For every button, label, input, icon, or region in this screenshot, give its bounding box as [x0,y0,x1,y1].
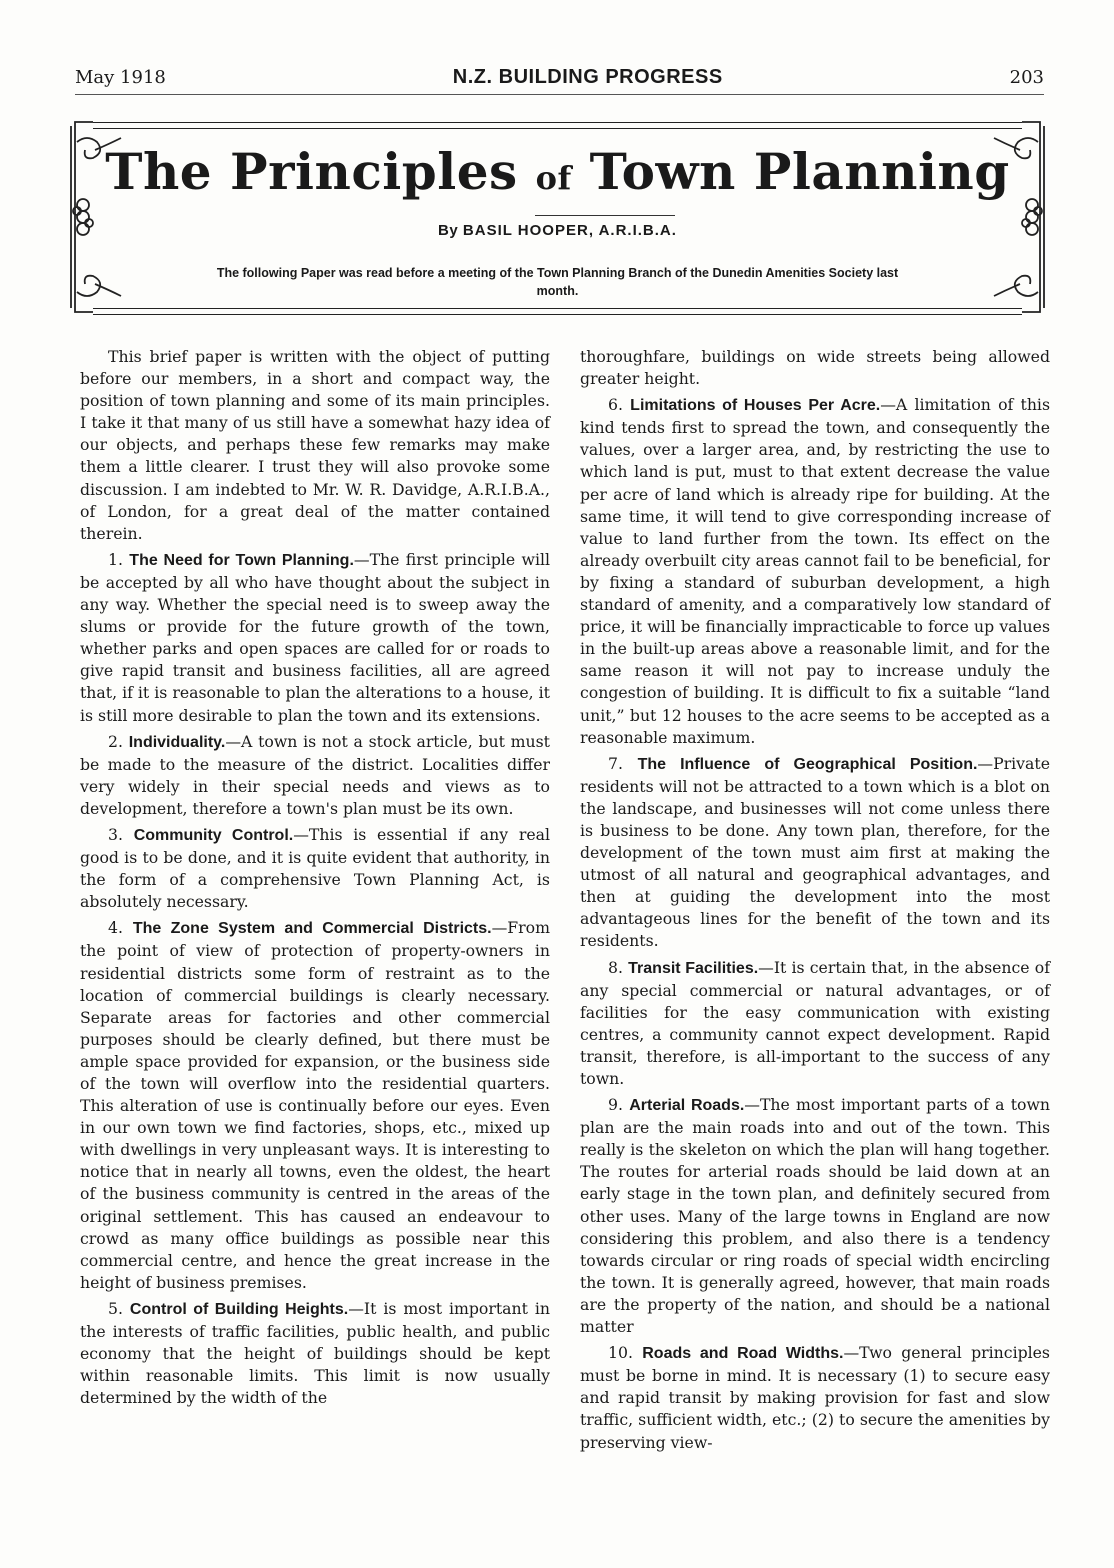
paragraph: This brief paper is written with the object of putting before our members, in a short and compact way, the position of town planning and some of its main principles. I take it that many of us still have a somewhat hazy idea of our objects, and perhaps these few remarks may make them a little clearer. I trust they will also provoke some discussion. I am indebted to Mr. W. R. Davidge, A.R.I.B.A., of London, for a great deal of the matter contained therein. [80,347,550,543]
paragraph [80,731,550,820]
byline-rule [535,215,675,216]
author-name: BASIL HOOPER, A.R.I.B.A. [462,222,677,239]
article-title [65,142,1050,201]
banner-rule [93,128,1022,129]
section-heading: Arterial Roads. [629,1097,745,1115]
author-byline [65,222,1050,239]
byline-prefix: By [438,222,459,239]
section-heading: The Need for Town Planning. [129,551,354,569]
banner-rule [93,308,1022,309]
header-rule [75,94,1044,95]
paragraph [80,549,550,727]
left-column [80,346,550,1458]
section-text: —It is certain that, in the absence of any special commercial or natural advantages, or of facilities for the easy communication with existing centres, a community cannot expect development. Rapid transit, therefore, is all-important to the success of any town. [580,957,1050,1088]
title-part: The Principles [105,142,518,201]
paragraph [580,1094,1050,1338]
section-text: —Private residents will not be attracted to a town which is a blot on the landscape, and businesses will not come unless there is business to be done. Any town plan, therefore, for the development of the town must aim first at making the utmost of all natural and geographical advantages, and then at guiding the development into the most advantageous lines for the benefit of the town and its residents. [580,753,1050,951]
section-heading: Individuality. [128,733,226,751]
paragraph: thoroughfare, buildings on wide streets being allowed greater height. [580,347,1050,389]
section-text: —The first principle will be accepted by all who have thought about the subject in any way. Whether the special need is to sweep away the slums or provide for the future growth of the town, whether parks and open spaces are called for or roads to give rapid transit and business facilities, all are agreed that, if it is reasonable to plan the alterations to a house, it is still more desirable to plan the town and its extensions. [80,549,550,725]
paragraph [80,1298,550,1409]
issue-date: May 1918 [75,67,166,88]
section-heading: Roads and Road Widths. [642,1345,844,1363]
section-text: —From the point of view of protection of property-owners in residential districts some form of restraint as to the location of commercial buildings is clearly necessary. Separate areas for factories and other commercial purposes should be clearly defined, but there must be ample space provided for expansion, or the business side of the town will overflow into the residential quarters. This alteration of use is continually before our eyes. Even in our own town we find factories, shops, etc., mixed up with dwellings in very unpleasant ways. It is interesting to notice that in nearly all towns, even the oldest, the heart of the business community is centred in the areas of the original settlement. This has caused an endeavour to crowd as many office buildings as possible near this commercial centre, and hence the great increase in the height of business premises. [80,918,550,1292]
journal-title: N.Z. BUILDING PROGRESS [452,66,723,88]
section-heading: Control of Building Heights. [129,1300,349,1318]
section-heading: The Zone System and Commercial Districts. [132,920,492,938]
title-part: of [535,159,572,197]
page-number: 203 [1009,67,1044,88]
section-number: 1. [108,549,123,569]
paragraph [80,824,550,913]
paragraph [580,394,1050,749]
section-text: —A town is not a stock article, but must be made to the measure of the district. Localities differ very widely in their special needs and views as to development, therefore a town's plan must be its own. [80,731,550,818]
section-number: 8. [608,957,623,977]
section-number: 5. [108,1298,123,1318]
banner-rule [93,314,1022,315]
section-text: —Two general principles must be borne in mind. It is necessary (1) to secure easy and rapid transit by making provision for fast and slow traffic, sufficient width, etc.; (2) to secure the amenities by preserving view- [580,1343,1050,1452]
section-text: —The most important parts of a town plan are the main roads into and out of the town. This really is the skeleton on which the plan will hang together. The routes for arterial roads should be laid down at an early stage in the town plan, and definitely secured from other uses. Many of the large towns in England are now considering this problem, and also there is a tendency towards circular or ring roads of special width encircling the town. It is generally agreed, however, that main roads are the property of the nation, and should be a national matter [580,1095,1050,1337]
page-header [75,66,1044,89]
section-heading: Limitations of Houses Per Acre. [630,397,881,415]
section-number: 3. [108,824,123,844]
section-number: 7. [608,753,623,773]
section-number: 4. [108,918,123,938]
paragraph [580,1342,1050,1453]
section-number: 2. [108,731,123,751]
banner-rule [93,122,1022,123]
section-heading: Transit Facilities. [628,959,759,977]
section-heading: The Influence of Geographical Position. [637,755,978,773]
paragraph [580,753,1050,953]
section-text: —This is essential if any real good is to be done, and it is quite evident that authority, in the form of a comprehensive Town Planning Act, is absolutely necessary. [80,824,550,912]
section-text: —A limitation of this kind tends first to spread the town, and consequently the values, over a larger area, and, by restricting the use to which land is put, must to that extent decrease the value per acre of land which is already ripe for building. At the same time, it will tend to give corresponding increase of value to land further from the town. Its effect on the already overbuilt city areas cannot fail to be beneficial, for by fixing a standard of suburban development, a high standard of amenity, and a comparatively low standard of price, it will be financially impracticable to force up values in the built-up areas above a reasonable limit, and for the same reason it will not pay to increase unduly the congestion of building. It is difficult to fix a suitable “land unit,” but 12 houses to the acre seems to be accepted as a reasonable maximum. [580,395,1050,747]
article-body [80,346,1050,1458]
title-banner [65,112,1050,322]
article-intro-note: The following Paper was read before a meeting of the Town Planning Branch of the Dunedin Amenities Society last month. [216,266,899,298]
section-number: 6. [608,395,623,415]
right-column [580,346,1050,1458]
paragraph [80,917,550,1294]
section-number: 9. [608,1095,623,1115]
title-part: Town Planning [589,142,1010,201]
section-number: 10. [608,1343,633,1363]
section-text: —It is most important in the interests of traffic facilities, public health, and public economy that the height of buildings should be kept within reasonable limits. This limit is now usually determined by the width of the [80,1298,550,1408]
paragraph [580,957,1050,1091]
section-heading: Community Control. [133,826,294,844]
